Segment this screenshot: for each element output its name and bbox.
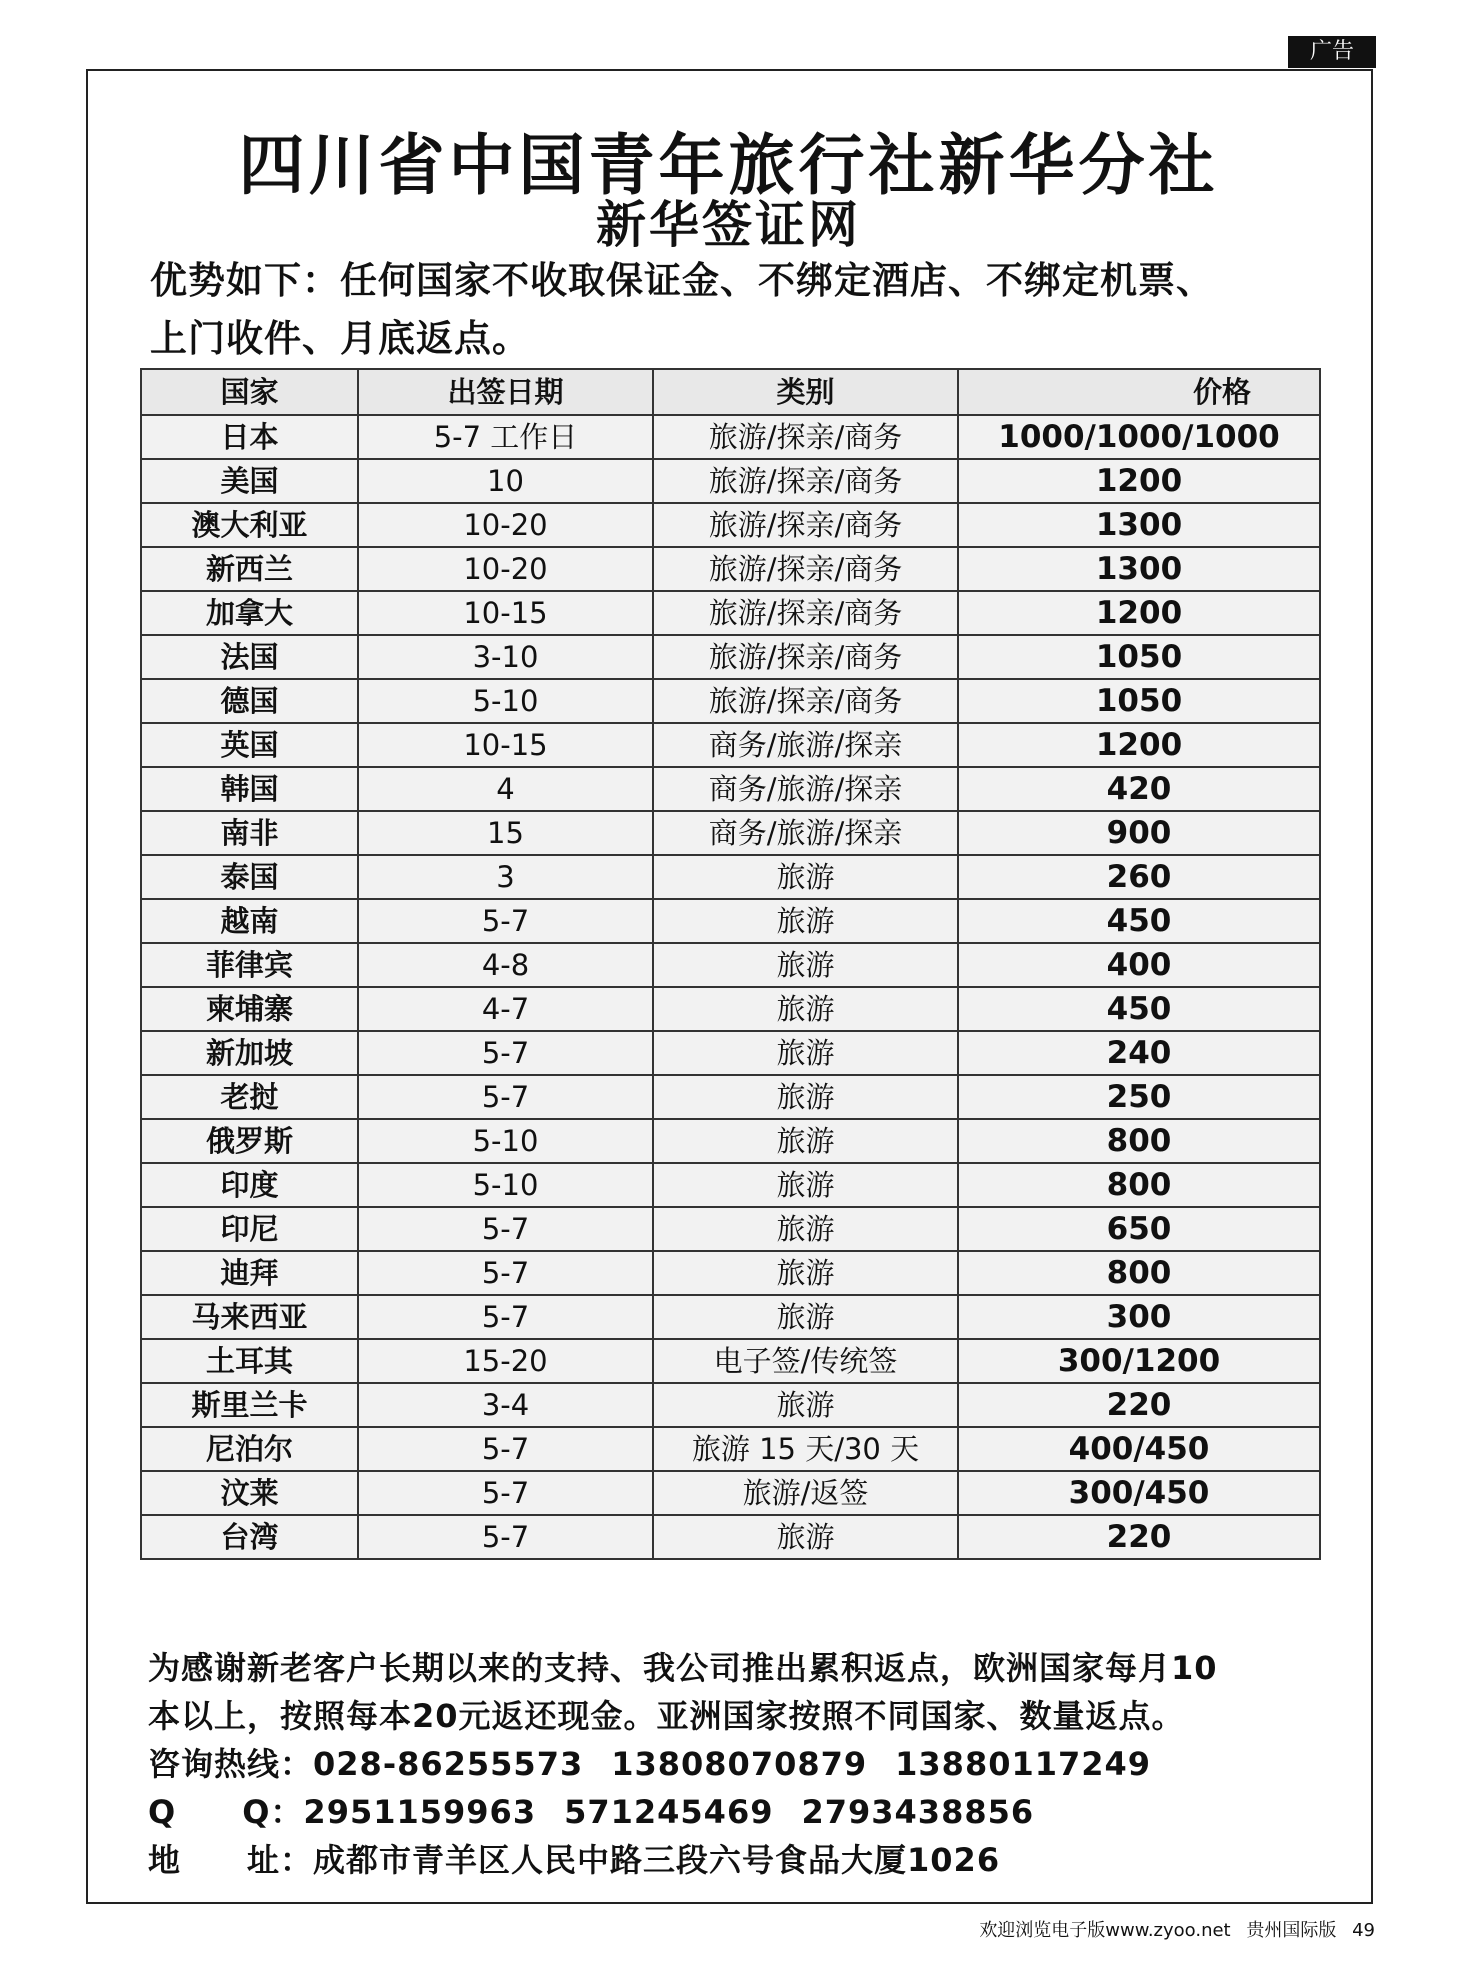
price-cell: 1050: [958, 635, 1320, 679]
table-row: [141, 679, 1320, 723]
type-cell: 旅游: [653, 1295, 958, 1339]
days-cell: 3-4: [358, 1383, 653, 1427]
type-cell: 旅游: [653, 943, 958, 987]
price-cell: 260: [958, 855, 1320, 899]
days-cell: 3: [358, 855, 653, 899]
type-cell: 旅游: [653, 1163, 958, 1207]
country-cell: 印尼: [141, 1207, 358, 1251]
header-price: 价格: [958, 369, 1320, 415]
days-cell: 4-8: [358, 943, 653, 987]
hotline-label: 咨询热线：: [148, 1745, 314, 1783]
visa-price-table: [140, 368, 1321, 1560]
price-cell: 420: [958, 767, 1320, 811]
type-cell: 旅游 15 天/30 天: [653, 1427, 958, 1471]
footer-welcome: 欢迎浏览电子版www.zyoo.net: [979, 1920, 1231, 1941]
days-cell: 5-7: [358, 1471, 653, 1515]
table-row: [141, 855, 1320, 899]
country-cell: 尼泊尔: [141, 1427, 358, 1471]
price-cell: 900: [958, 811, 1320, 855]
footer-edition: 贵州国际版: [1246, 1920, 1337, 1941]
country-cell: 俄罗斯: [141, 1119, 358, 1163]
country-cell: 英国: [141, 723, 358, 767]
type-cell: 旅游/探亲/商务: [653, 503, 958, 547]
price-cell: 1300: [958, 503, 1320, 547]
price-cell: 400/450: [958, 1427, 1320, 1471]
country-cell: 美国: [141, 459, 358, 503]
country-cell: 印度: [141, 1163, 358, 1207]
country-cell: 新加坡: [141, 1031, 358, 1075]
type-cell: 旅游: [653, 1383, 958, 1427]
price-cell: 220: [958, 1515, 1320, 1559]
footer-page-number: 49: [1352, 1920, 1375, 1941]
type-cell: 旅游/探亲/商务: [653, 547, 958, 591]
days-cell: 5-7: [358, 1207, 653, 1251]
days-cell: 3-10: [358, 635, 653, 679]
table-row: [141, 1251, 1320, 1295]
table-row: [141, 1031, 1320, 1075]
type-cell: 商务/旅游/探亲: [653, 811, 958, 855]
notes: [148, 1644, 1348, 1884]
table-row: [141, 1119, 1320, 1163]
price-cell: 800: [958, 1251, 1320, 1295]
price-cell: 1050: [958, 679, 1320, 723]
table-body: [141, 415, 1320, 1559]
days-cell: 5-7: [358, 1075, 653, 1119]
advantages-line-2: 上门收件、月底返点。: [150, 317, 530, 360]
country-cell: 德国: [141, 679, 358, 723]
type-cell: 旅游/探亲/商务: [653, 635, 958, 679]
table-row: [141, 1075, 1320, 1119]
price-cell: 400: [958, 943, 1320, 987]
type-cell: 旅游: [653, 1075, 958, 1119]
hotline-2: 13808070879: [611, 1745, 868, 1783]
type-cell: 旅游: [653, 1251, 958, 1295]
table-row: [141, 1383, 1320, 1427]
hotline-3: 13880117249: [895, 1745, 1152, 1783]
days-cell: 5-10: [358, 1119, 653, 1163]
country-cell: 台湾: [141, 1515, 358, 1559]
days-cell: 5-7: [358, 1031, 653, 1075]
address-row: [148, 1836, 1348, 1884]
notes-line-1: 为感谢新老客户长期以来的支持、我公司推出累积返点，欧洲国家每月10: [148, 1649, 1218, 1687]
qq-row: [148, 1788, 1348, 1836]
table-row: [141, 1163, 1320, 1207]
country-cell: 南非: [141, 811, 358, 855]
country-cell: 越南: [141, 899, 358, 943]
type-cell: 旅游: [653, 1207, 958, 1251]
days-cell: 10-15: [358, 723, 653, 767]
type-cell: 电子签/传统签: [653, 1339, 958, 1383]
days-cell: 10: [358, 459, 653, 503]
ad-tag: 广告: [1288, 36, 1376, 68]
table-row: [141, 723, 1320, 767]
page-footer: [969, 1916, 1375, 1942]
table-row: [141, 547, 1320, 591]
header-days: 出签日期: [358, 369, 653, 415]
type-cell: 商务/旅游/探亲: [653, 723, 958, 767]
qq-3: 2793438856: [801, 1793, 1035, 1831]
table-row: [141, 591, 1320, 635]
notes-line-2: 本以上，按照每本20元返还现金。亚洲国家按照不同国家、数量返点。: [148, 1697, 1185, 1735]
country-cell: 汶莱: [141, 1471, 358, 1515]
page-subtitle: 新华签证网: [596, 196, 861, 254]
qq-2: 571245469: [564, 1793, 774, 1831]
table-row: [141, 459, 1320, 503]
header-country: 国家: [141, 369, 358, 415]
days-cell: 5-7: [358, 1427, 653, 1471]
price-cell: 450: [958, 899, 1320, 943]
table-row: [141, 811, 1320, 855]
type-cell: 旅游/探亲/商务: [653, 415, 958, 459]
country-cell: 土耳其: [141, 1339, 358, 1383]
table-row: [141, 635, 1320, 679]
price-cell: 1200: [958, 591, 1320, 635]
days-cell: 5-7: [358, 1295, 653, 1339]
price-cell: 1300: [958, 547, 1320, 591]
advantages-line-1: 优势如下：任何国家不收取保证金、不绑定酒店、不绑定机票、: [150, 259, 1214, 302]
advantages: [150, 252, 1330, 368]
qq-label: Q Q：: [148, 1793, 304, 1831]
country-cell: 泰国: [141, 855, 358, 899]
price-cell: 650: [958, 1207, 1320, 1251]
type-cell: 旅游: [653, 1031, 958, 1075]
address-value: 成都市青羊区人民中路三段六号食品大厦1026: [313, 1841, 1001, 1879]
country-cell: 老挝: [141, 1075, 358, 1119]
country-cell: 迪拜: [141, 1251, 358, 1295]
type-cell: 旅游/返签: [653, 1471, 958, 1515]
country-cell: 新西兰: [141, 547, 358, 591]
hotline-row: [148, 1740, 1348, 1788]
days-cell: 10-20: [358, 547, 653, 591]
price-cell: 220: [958, 1383, 1320, 1427]
table-row: [141, 943, 1320, 987]
address-label: 地 址：: [148, 1841, 314, 1879]
days-cell: 10-15: [358, 591, 653, 635]
table-row: [141, 1339, 1320, 1383]
country-cell: 韩国: [141, 767, 358, 811]
price-cell: 300/1200: [958, 1339, 1320, 1383]
days-cell: 4: [358, 767, 653, 811]
days-cell: 4-7: [358, 987, 653, 1031]
price-cell: 300/450: [958, 1471, 1320, 1515]
days-cell: 5-10: [358, 1163, 653, 1207]
type-cell: 旅游/探亲/商务: [653, 459, 958, 503]
price-cell: 240: [958, 1031, 1320, 1075]
days-cell: 10-20: [358, 503, 653, 547]
header-type: 类别: [653, 369, 958, 415]
days-cell: 15-20: [358, 1339, 653, 1383]
hotline-1: 028-86255573: [313, 1745, 584, 1783]
country-cell: 日本: [141, 415, 358, 459]
page-title: 四川省中国青年旅行社新华分社: [238, 127, 1219, 204]
country-cell: 柬埔寨: [141, 987, 358, 1031]
days-cell: 5-10: [358, 679, 653, 723]
days-cell: 15: [358, 811, 653, 855]
days-cell: 5-7: [358, 1251, 653, 1295]
type-cell: 旅游/探亲/商务: [653, 679, 958, 723]
type-cell: 旅游: [653, 1515, 958, 1559]
table-row: [141, 1295, 1320, 1339]
country-cell: 法国: [141, 635, 358, 679]
table-row: [141, 1427, 1320, 1471]
days-cell: 5-7: [358, 899, 653, 943]
table-header-row: [141, 369, 1320, 415]
type-cell: 旅游: [653, 987, 958, 1031]
country-cell: 菲律宾: [141, 943, 358, 987]
price-cell: 1200: [958, 459, 1320, 503]
price-cell: 800: [958, 1163, 1320, 1207]
type-cell: 旅游: [653, 899, 958, 943]
days-cell: 5-7 工作日: [358, 415, 653, 459]
country-cell: 马来西亚: [141, 1295, 358, 1339]
price-cell: 250: [958, 1075, 1320, 1119]
country-cell: 加拿大: [141, 591, 358, 635]
price-cell: 450: [958, 987, 1320, 1031]
type-cell: 商务/旅游/探亲: [653, 767, 958, 811]
type-cell: 旅游: [653, 855, 958, 899]
country-cell: 澳大利亚: [141, 503, 358, 547]
table-row: [141, 503, 1320, 547]
table-row: [141, 415, 1320, 459]
type-cell: 旅游: [653, 1119, 958, 1163]
qq-1: 2951159963: [303, 1793, 537, 1831]
table-row: [141, 987, 1320, 1031]
type-cell: 旅游/探亲/商务: [653, 591, 958, 635]
table-row: [141, 767, 1320, 811]
price-cell: 1200: [958, 723, 1320, 767]
country-cell: 斯里兰卡: [141, 1383, 358, 1427]
table-row: [141, 899, 1320, 943]
table-row: [141, 1207, 1320, 1251]
price-cell: 1000/1000/1000: [958, 415, 1320, 459]
table-row: [141, 1471, 1320, 1515]
days-cell: 5-7: [358, 1515, 653, 1559]
table-row: [141, 1515, 1320, 1559]
price-cell: 300: [958, 1295, 1320, 1339]
price-cell: 800: [958, 1119, 1320, 1163]
